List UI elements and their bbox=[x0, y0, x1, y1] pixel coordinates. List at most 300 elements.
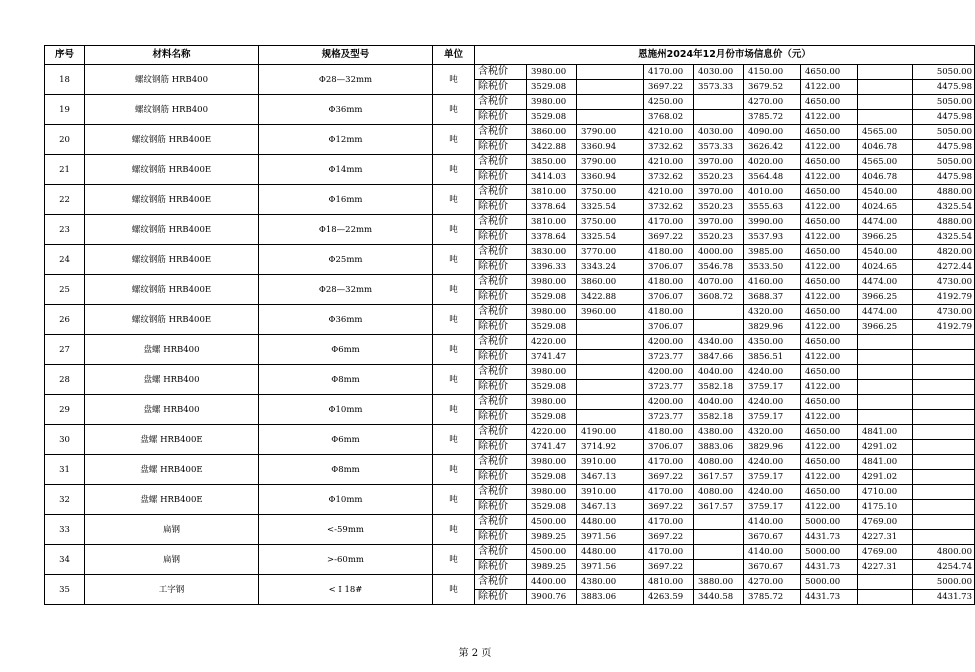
tax-excluded-price: 3768.02 bbox=[644, 110, 694, 125]
tax-included-price: 4190.00 bbox=[577, 425, 644, 440]
tax-included-price: 4650.00 bbox=[801, 215, 858, 230]
table-row bbox=[45, 245, 975, 260]
material-name: 螺纹钢筋 HRB400E bbox=[85, 275, 259, 305]
tax-excluded-price bbox=[577, 350, 644, 365]
tax-excluded-price bbox=[913, 380, 975, 395]
tax-excluded-price: 3520.23 bbox=[694, 170, 744, 185]
tax-included-price: 4710.00 bbox=[858, 485, 913, 500]
unit: 吨 bbox=[433, 275, 475, 305]
tax-excluded-price: 3732.62 bbox=[644, 170, 694, 185]
tax-included-price bbox=[913, 515, 975, 530]
tax-included-price: 4820.00 bbox=[913, 245, 975, 260]
tax-excluded-price: 3573.33 bbox=[694, 140, 744, 155]
table-row bbox=[45, 545, 975, 560]
item-number: 25 bbox=[45, 275, 85, 305]
tax-included-price bbox=[694, 545, 744, 560]
material-name: 螺纹钢筋 HRB400E bbox=[85, 245, 259, 275]
tax-included-price: 4650.00 bbox=[801, 395, 858, 410]
tax-excluded-label: 除税价 bbox=[475, 350, 527, 365]
tax-excluded-price: 4122.00 bbox=[801, 500, 858, 515]
tax-excluded-label: 除税价 bbox=[475, 380, 527, 395]
material-name: 螺纹钢筋 HRB400E bbox=[85, 305, 259, 335]
tax-included-price: 4650.00 bbox=[801, 245, 858, 260]
tax-included-price bbox=[858, 65, 913, 80]
material-name: 螺纹钢筋 HRB400E bbox=[85, 215, 259, 245]
tax-excluded-price: 3529.08 bbox=[527, 290, 577, 305]
tax-included-price: 4270.00 bbox=[744, 575, 801, 590]
tax-excluded-label: 除税价 bbox=[475, 140, 527, 155]
tax-included-price: 4320.00 bbox=[744, 425, 801, 440]
tax-included-price: 4140.00 bbox=[744, 515, 801, 530]
tax-excluded-price: 3520.23 bbox=[694, 230, 744, 245]
tax-excluded-price: 3422.88 bbox=[577, 290, 644, 305]
tax-excluded-price: 3582.18 bbox=[694, 410, 744, 425]
tax-included-price: 5050.00 bbox=[913, 65, 975, 80]
tax-excluded-price: 4263.59 bbox=[644, 590, 694, 605]
tax-excluded-price: 3829.96 bbox=[744, 440, 801, 455]
tax-included-price: 4000.00 bbox=[694, 245, 744, 260]
tax-excluded-price: 4475.98 bbox=[913, 140, 975, 155]
table-row bbox=[45, 275, 975, 290]
tax-excluded-label: 除税价 bbox=[475, 80, 527, 95]
tax-excluded-price: 4122.00 bbox=[801, 230, 858, 245]
tax-included-price: 4380.00 bbox=[694, 425, 744, 440]
tax-included-price: 3770.00 bbox=[577, 245, 644, 260]
tax-included-price: 4070.00 bbox=[694, 275, 744, 290]
item-number: 19 bbox=[45, 95, 85, 125]
tax-excluded-price: 3467.13 bbox=[577, 470, 644, 485]
tax-included-price: 4040.00 bbox=[694, 365, 744, 380]
tax-excluded-price: 3617.57 bbox=[694, 500, 744, 515]
tax-included-price bbox=[913, 485, 975, 500]
material-spec: Φ10mm bbox=[259, 395, 433, 425]
tax-included-label: 含税价 bbox=[475, 305, 527, 320]
tax-included-price: 4650.00 bbox=[801, 65, 858, 80]
tax-included-price bbox=[694, 515, 744, 530]
tax-excluded-price: 3759.17 bbox=[744, 410, 801, 425]
tax-included-price: 5000.00 bbox=[801, 575, 858, 590]
tax-included-price: 3980.00 bbox=[527, 275, 577, 290]
tax-included-label: 含税价 bbox=[475, 95, 527, 110]
tax-included-price: 4340.00 bbox=[694, 335, 744, 350]
tax-excluded-price: 4227.31 bbox=[858, 560, 913, 575]
tax-excluded-price: 3741.47 bbox=[527, 440, 577, 455]
tax-excluded-price: 3414.03 bbox=[527, 170, 577, 185]
tax-excluded-price: 3697.22 bbox=[644, 530, 694, 545]
unit: 吨 bbox=[433, 65, 475, 95]
tax-included-price: 4080.00 bbox=[694, 485, 744, 500]
tax-excluded-price: 3883.06 bbox=[694, 440, 744, 455]
table-row bbox=[45, 515, 975, 530]
tax-included-price: 4220.00 bbox=[527, 425, 577, 440]
tax-excluded-price: 3697.22 bbox=[644, 470, 694, 485]
tax-included-price: 4180.00 bbox=[644, 275, 694, 290]
tax-included-price: 3980.00 bbox=[527, 485, 577, 500]
tax-included-price: 4400.00 bbox=[527, 575, 577, 590]
tax-excluded-price: 3537.93 bbox=[744, 230, 801, 245]
tax-excluded-price: 3688.37 bbox=[744, 290, 801, 305]
tax-included-price: 4240.00 bbox=[744, 455, 801, 470]
tax-included-price: 3790.00 bbox=[577, 125, 644, 140]
tax-excluded-label: 除税价 bbox=[475, 170, 527, 185]
tax-excluded-price bbox=[694, 320, 744, 335]
tax-excluded-price: 3714.92 bbox=[577, 440, 644, 455]
tax-included-price: 4650.00 bbox=[801, 365, 858, 380]
unit: 吨 bbox=[433, 215, 475, 245]
tax-included-price bbox=[577, 365, 644, 380]
tax-excluded-price: 4122.00 bbox=[801, 380, 858, 395]
tax-excluded-price: 4122.00 bbox=[801, 170, 858, 185]
tax-excluded-price: 3467.13 bbox=[577, 500, 644, 515]
tax-excluded-price: 3697.22 bbox=[644, 500, 694, 515]
tax-excluded-price: 3706.07 bbox=[644, 440, 694, 455]
unit: 吨 bbox=[433, 245, 475, 275]
tax-included-price: 4474.00 bbox=[858, 275, 913, 290]
tax-included-price bbox=[913, 455, 975, 470]
tax-excluded-price: 3697.22 bbox=[644, 80, 694, 95]
tax-excluded-price: 3732.62 bbox=[644, 140, 694, 155]
tax-included-price: 3880.00 bbox=[694, 575, 744, 590]
unit: 吨 bbox=[433, 425, 475, 455]
tax-included-price: 4210.00 bbox=[644, 185, 694, 200]
tax-excluded-price bbox=[858, 80, 913, 95]
tax-included-price: 4320.00 bbox=[744, 305, 801, 320]
tax-included-label: 含税价 bbox=[475, 65, 527, 80]
material-spec: Φ36mm bbox=[259, 305, 433, 335]
material-name: 螺纹钢筋 HRB400E bbox=[85, 185, 259, 215]
tax-excluded-label: 除税价 bbox=[475, 500, 527, 515]
tax-included-price: 4650.00 bbox=[801, 455, 858, 470]
tax-excluded-price: 4325.54 bbox=[913, 230, 975, 245]
tax-excluded-price: 3670.67 bbox=[744, 560, 801, 575]
material-spec: Φ6mm bbox=[259, 335, 433, 365]
tax-excluded-price: 4122.00 bbox=[801, 140, 858, 155]
tax-included-price: 4170.00 bbox=[644, 455, 694, 470]
tax-excluded-price: 3626.42 bbox=[744, 140, 801, 155]
tax-excluded-price: 4431.73 bbox=[801, 530, 858, 545]
tax-excluded-price bbox=[858, 380, 913, 395]
tax-excluded-price: 4475.98 bbox=[913, 170, 975, 185]
tax-excluded-price: 3847.66 bbox=[694, 350, 744, 365]
tax-included-label: 含税价 bbox=[475, 515, 527, 530]
tax-included-price: 3850.00 bbox=[527, 155, 577, 170]
item-number: 32 bbox=[45, 485, 85, 515]
tax-excluded-price: 3741.47 bbox=[527, 350, 577, 365]
tax-excluded-price bbox=[694, 560, 744, 575]
tax-included-price: 4565.00 bbox=[858, 155, 913, 170]
tax-excluded-price: 4122.00 bbox=[801, 410, 858, 425]
tax-excluded-price: 3829.96 bbox=[744, 320, 801, 335]
tax-included-label: 含税价 bbox=[475, 425, 527, 440]
tax-included-label: 含税价 bbox=[475, 455, 527, 470]
tax-excluded-price: 3529.08 bbox=[527, 500, 577, 515]
tax-excluded-price: 3706.07 bbox=[644, 320, 694, 335]
tax-included-label: 含税价 bbox=[475, 545, 527, 560]
tax-included-price: 4350.00 bbox=[744, 335, 801, 350]
tax-included-price bbox=[913, 335, 975, 350]
tax-excluded-price: 3529.08 bbox=[527, 380, 577, 395]
tax-excluded-price: 3564.48 bbox=[744, 170, 801, 185]
tax-excluded-price: 3759.17 bbox=[744, 470, 801, 485]
material-spec: Φ36mm bbox=[259, 95, 433, 125]
tax-included-price: 4180.00 bbox=[644, 425, 694, 440]
tax-included-label: 含税价 bbox=[475, 275, 527, 290]
tax-included-price bbox=[858, 335, 913, 350]
tax-included-label: 含税价 bbox=[475, 215, 527, 230]
material-spec: Φ18—22mm bbox=[259, 215, 433, 245]
header-no: 序号 bbox=[45, 46, 85, 65]
tax-included-price: 3990.00 bbox=[744, 215, 801, 230]
tax-included-price: 4200.00 bbox=[644, 395, 694, 410]
table-row bbox=[45, 305, 975, 320]
tax-included-price: 3910.00 bbox=[577, 455, 644, 470]
table-row bbox=[45, 575, 975, 590]
tax-excluded-price: 4254.74 bbox=[913, 560, 975, 575]
tax-included-price: 4040.00 bbox=[694, 395, 744, 410]
tax-excluded-price bbox=[577, 320, 644, 335]
unit: 吨 bbox=[433, 365, 475, 395]
tax-excluded-price: 3723.77 bbox=[644, 380, 694, 395]
tax-excluded-price: 3706.07 bbox=[644, 260, 694, 275]
unit: 吨 bbox=[433, 305, 475, 335]
tax-excluded-price: 4475.98 bbox=[913, 110, 975, 125]
tax-included-label: 含税价 bbox=[475, 365, 527, 380]
tax-included-price: 4650.00 bbox=[801, 95, 858, 110]
tax-included-price: 4090.00 bbox=[744, 125, 801, 140]
tax-excluded-price: 3396.33 bbox=[527, 260, 577, 275]
tax-included-price bbox=[858, 575, 913, 590]
tax-excluded-price: 3529.08 bbox=[527, 80, 577, 95]
page-number: 第 2 页 bbox=[458, 648, 492, 659]
tax-included-label: 含税价 bbox=[475, 185, 527, 200]
tax-excluded-price bbox=[913, 350, 975, 365]
tax-excluded-price: 3422.88 bbox=[527, 140, 577, 155]
tax-included-price: 4650.00 bbox=[801, 185, 858, 200]
material-name: 工字钢 bbox=[85, 575, 259, 605]
tax-included-price bbox=[858, 95, 913, 110]
material-spec: Φ6mm bbox=[259, 425, 433, 455]
price-table bbox=[44, 45, 975, 605]
tax-included-price: 4170.00 bbox=[644, 215, 694, 230]
tax-excluded-price: 4122.00 bbox=[801, 260, 858, 275]
material-name: 扁钢 bbox=[85, 515, 259, 545]
tax-included-price bbox=[577, 95, 644, 110]
table-row bbox=[45, 185, 975, 200]
tax-excluded-price: 3989.25 bbox=[527, 530, 577, 545]
tax-excluded-price: 4046.78 bbox=[858, 140, 913, 155]
tax-included-price: 4240.00 bbox=[744, 365, 801, 380]
tax-excluded-price: 3529.08 bbox=[527, 320, 577, 335]
tax-included-price: 3960.00 bbox=[577, 305, 644, 320]
unit: 吨 bbox=[433, 395, 475, 425]
tax-excluded-price: 4122.00 bbox=[801, 110, 858, 125]
unit: 吨 bbox=[433, 545, 475, 575]
tax-excluded-price bbox=[577, 80, 644, 95]
tax-excluded-price: 3582.18 bbox=[694, 380, 744, 395]
tax-included-price: 4810.00 bbox=[644, 575, 694, 590]
header-name: 材料名称 bbox=[85, 46, 259, 65]
tax-excluded-price: 3440.58 bbox=[694, 590, 744, 605]
material-spec: Φ28—32mm bbox=[259, 65, 433, 95]
item-number: 33 bbox=[45, 515, 85, 545]
tax-excluded-price: 3608.72 bbox=[694, 290, 744, 305]
tax-included-label: 含税价 bbox=[475, 575, 527, 590]
tax-included-price: 4880.00 bbox=[913, 215, 975, 230]
tax-included-price: 4180.00 bbox=[644, 305, 694, 320]
tax-included-price: 3980.00 bbox=[527, 65, 577, 80]
tax-included-price bbox=[577, 335, 644, 350]
tax-excluded-price: 3529.08 bbox=[527, 410, 577, 425]
tax-included-price: 4650.00 bbox=[801, 275, 858, 290]
table-row bbox=[45, 425, 975, 440]
item-number: 21 bbox=[45, 155, 85, 185]
tax-included-price: 4769.00 bbox=[858, 545, 913, 560]
tax-included-price: 4769.00 bbox=[858, 515, 913, 530]
tax-included-price: 3810.00 bbox=[527, 185, 577, 200]
tax-excluded-price: 3529.08 bbox=[527, 470, 577, 485]
tax-excluded-label: 除税价 bbox=[475, 530, 527, 545]
tax-excluded-price: 4046.78 bbox=[858, 170, 913, 185]
tax-included-price: 4650.00 bbox=[801, 485, 858, 500]
tax-included-price: 4210.00 bbox=[644, 155, 694, 170]
tax-included-price: 3910.00 bbox=[577, 485, 644, 500]
material-name: 螺纹钢筋 HRB400 bbox=[85, 95, 259, 125]
tax-included-price: 4180.00 bbox=[644, 245, 694, 260]
tax-included-price: 4010.00 bbox=[744, 185, 801, 200]
tax-included-price: 3980.00 bbox=[527, 305, 577, 320]
item-number: 27 bbox=[45, 335, 85, 365]
tax-excluded-price: 3670.67 bbox=[744, 530, 801, 545]
tax-excluded-price: 3697.22 bbox=[644, 230, 694, 245]
tax-excluded-price: 4227.31 bbox=[858, 530, 913, 545]
tax-included-price: 3970.00 bbox=[694, 215, 744, 230]
tax-excluded-label: 除税价 bbox=[475, 440, 527, 455]
tax-included-price: 4480.00 bbox=[577, 545, 644, 560]
material-spec: Φ8mm bbox=[259, 455, 433, 485]
tax-included-price: 5000.00 bbox=[801, 515, 858, 530]
tax-excluded-price bbox=[913, 410, 975, 425]
tax-included-price: 4210.00 bbox=[644, 125, 694, 140]
tax-excluded-price: 3325.54 bbox=[577, 230, 644, 245]
tax-excluded-price: 4122.00 bbox=[801, 470, 858, 485]
tax-excluded-price: 4192.79 bbox=[913, 290, 975, 305]
table-row bbox=[45, 485, 975, 500]
tax-included-price: 3810.00 bbox=[527, 215, 577, 230]
tax-included-price: 3980.00 bbox=[527, 95, 577, 110]
unit: 吨 bbox=[433, 515, 475, 545]
table-row bbox=[45, 455, 975, 470]
tax-excluded-price: 4122.00 bbox=[801, 440, 858, 455]
unit: 吨 bbox=[433, 185, 475, 215]
tax-included-price: 3970.00 bbox=[694, 185, 744, 200]
material-spec: >-60mm bbox=[259, 545, 433, 575]
table-body bbox=[45, 65, 975, 605]
item-number: 34 bbox=[45, 545, 85, 575]
tax-included-price: 3750.00 bbox=[577, 185, 644, 200]
tax-included-price: 4170.00 bbox=[644, 485, 694, 500]
tax-excluded-price: 3360.94 bbox=[577, 140, 644, 155]
tax-included-price: 4170.00 bbox=[644, 65, 694, 80]
item-number: 30 bbox=[45, 425, 85, 455]
item-number: 22 bbox=[45, 185, 85, 215]
tax-included-price: 4880.00 bbox=[913, 185, 975, 200]
tax-included-price: 3980.00 bbox=[527, 365, 577, 380]
tax-excluded-price: 4272.44 bbox=[913, 260, 975, 275]
tax-included-price: 4170.00 bbox=[644, 515, 694, 530]
item-number: 29 bbox=[45, 395, 85, 425]
tax-excluded-price: 3546.78 bbox=[694, 260, 744, 275]
item-number: 31 bbox=[45, 455, 85, 485]
material-spec: Φ14mm bbox=[259, 155, 433, 185]
tax-excluded-label: 除税价 bbox=[475, 560, 527, 575]
tax-included-price: 4730.00 bbox=[913, 275, 975, 290]
tax-included-price: 4020.00 bbox=[744, 155, 801, 170]
tax-excluded-price: 3529.08 bbox=[527, 110, 577, 125]
tax-excluded-price: 4024.65 bbox=[858, 260, 913, 275]
tax-included-price: 3970.00 bbox=[694, 155, 744, 170]
tax-included-price bbox=[858, 395, 913, 410]
material-spec: Φ12mm bbox=[259, 125, 433, 155]
tax-excluded-label: 除税价 bbox=[475, 260, 527, 275]
tax-excluded-price: 4122.00 bbox=[801, 290, 858, 305]
tax-included-price: 3860.00 bbox=[527, 125, 577, 140]
tax-excluded-price: 3971.56 bbox=[577, 560, 644, 575]
tax-included-price: 4030.00 bbox=[694, 125, 744, 140]
tax-included-price: 4080.00 bbox=[694, 455, 744, 470]
tax-included-price bbox=[577, 65, 644, 80]
item-number: 35 bbox=[45, 575, 85, 605]
unit: 吨 bbox=[433, 575, 475, 605]
tax-excluded-price: 3723.77 bbox=[644, 410, 694, 425]
tax-excluded-label: 除税价 bbox=[475, 290, 527, 305]
tax-excluded-price: 4175.10 bbox=[858, 500, 913, 515]
tax-included-label: 含税价 bbox=[475, 485, 527, 500]
tax-included-label: 含税价 bbox=[475, 125, 527, 140]
tax-excluded-price: 4475.98 bbox=[913, 80, 975, 95]
tax-excluded-price: 4122.00 bbox=[801, 320, 858, 335]
tax-excluded-price bbox=[858, 410, 913, 425]
tax-excluded-price: 4431.73 bbox=[801, 590, 858, 605]
tax-excluded-price: 4431.73 bbox=[913, 590, 975, 605]
material-name: 盘螺 HRB400E bbox=[85, 425, 259, 455]
unit: 吨 bbox=[433, 155, 475, 185]
tax-included-price: 4200.00 bbox=[644, 335, 694, 350]
tax-included-price: 4474.00 bbox=[858, 305, 913, 320]
tax-included-price: 4500.00 bbox=[527, 515, 577, 530]
tax-excluded-price: 3617.57 bbox=[694, 470, 744, 485]
tax-excluded-price bbox=[694, 110, 744, 125]
tax-included-price: 3750.00 bbox=[577, 215, 644, 230]
material-spec: <-59mm bbox=[259, 515, 433, 545]
tax-included-price: 4200.00 bbox=[644, 365, 694, 380]
unit: 吨 bbox=[433, 335, 475, 365]
tax-included-price: 5000.00 bbox=[801, 545, 858, 560]
tax-excluded-price: 4122.00 bbox=[801, 200, 858, 215]
tax-included-price bbox=[913, 425, 975, 440]
tax-excluded-price: 3723.77 bbox=[644, 350, 694, 365]
header-unit: 单位 bbox=[433, 46, 475, 65]
tax-included-price: 3980.00 bbox=[527, 395, 577, 410]
tax-included-price: 5050.00 bbox=[913, 155, 975, 170]
tax-excluded-price: 3360.94 bbox=[577, 170, 644, 185]
material-spec: Φ28—32mm bbox=[259, 275, 433, 305]
tax-excluded-price: 3971.56 bbox=[577, 530, 644, 545]
tax-excluded-price: 3343.24 bbox=[577, 260, 644, 275]
tax-excluded-price: 4431.73 bbox=[801, 560, 858, 575]
material-name: 扁钢 bbox=[85, 545, 259, 575]
tax-included-label: 含税价 bbox=[475, 395, 527, 410]
tax-excluded-price: 3378.64 bbox=[527, 200, 577, 215]
